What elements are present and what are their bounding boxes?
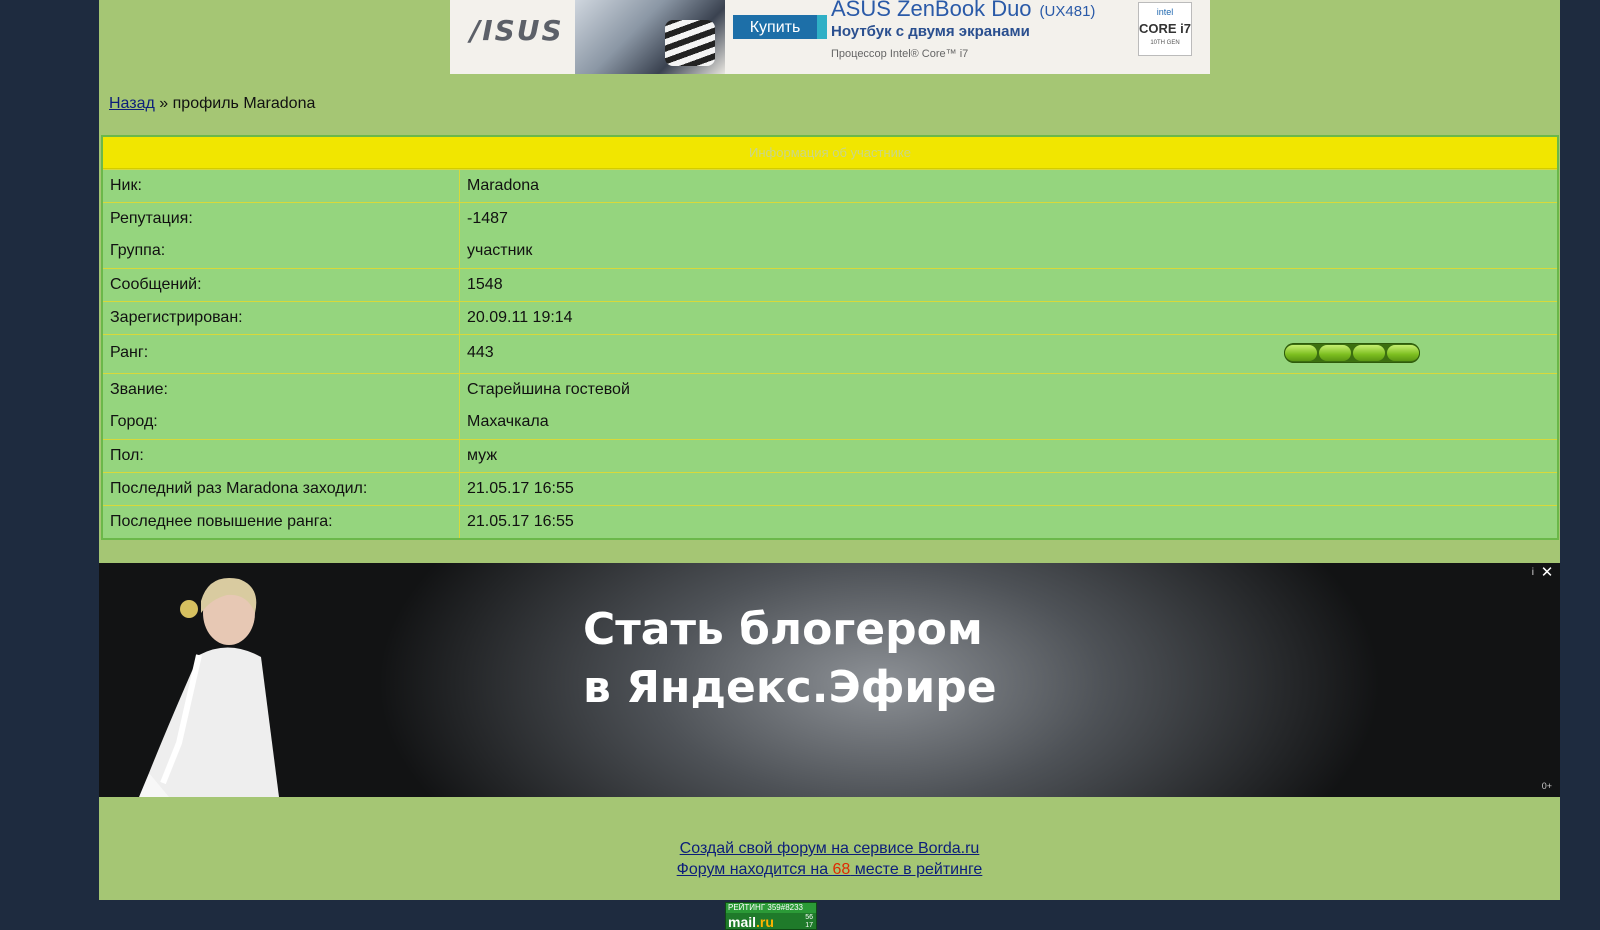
counter-num2: 17 bbox=[805, 922, 813, 929]
row-label: Ник: bbox=[103, 170, 460, 202]
rating-suffix: месте в рейтинге bbox=[850, 861, 983, 878]
row-label: Зарегистрирован: bbox=[103, 302, 460, 334]
row-label: Последнее повышение ранга: bbox=[103, 506, 460, 538]
row-value: Махачкала bbox=[467, 413, 549, 430]
profile-row-posts bbox=[103, 268, 1557, 301]
profile-row-title bbox=[103, 373, 1557, 406]
counter-numbers bbox=[805, 914, 813, 930]
back-link[interactable]: Назад bbox=[109, 95, 155, 112]
row-label: Сообщений: bbox=[103, 269, 460, 301]
profile-row-nick bbox=[103, 169, 1557, 202]
breadcrumb-current: профиль Maradona bbox=[172, 95, 316, 112]
row-value: Maradona bbox=[467, 177, 540, 194]
ad-headline-line2: в Яндекс.Эфире bbox=[583, 662, 997, 713]
row-label: Репутация: bbox=[103, 203, 460, 235]
footer bbox=[99, 838, 1560, 880]
yandex-efir-banner-ad[interactable] bbox=[99, 563, 1560, 797]
intel-badge-core: CORE i7 bbox=[1139, 21, 1192, 36]
create-forum-link[interactable]: Создай свой форум на сервисе Borda.ru bbox=[679, 840, 980, 857]
intel-badge-gen: 10TH GEN bbox=[1150, 40, 1180, 46]
page bbox=[99, 0, 1560, 900]
row-label: Ранг: bbox=[103, 335, 460, 373]
row-value: 21.05.17 16:55 bbox=[467, 480, 574, 497]
ad-model-title bbox=[831, 0, 1095, 22]
profile-table-header: Информация об участнике bbox=[103, 137, 1557, 169]
counter-title: РЕЙТИНГ 359#8233 bbox=[726, 903, 816, 913]
age-rating: 0+ bbox=[1541, 781, 1552, 791]
ad-headline bbox=[583, 601, 997, 717]
counter-num1: 56 bbox=[805, 914, 813, 921]
rank-bar-segment bbox=[1353, 345, 1385, 361]
rating-place: 68 bbox=[832, 861, 851, 878]
asus-logo: /ISUS bbox=[470, 14, 564, 47]
profile-row-reputation bbox=[103, 202, 1557, 235]
mailru-counter[interactable] bbox=[725, 902, 817, 930]
profile-row-rank bbox=[103, 334, 1557, 373]
rank-bar-segment bbox=[1319, 345, 1351, 361]
rank-bar-segment bbox=[1285, 345, 1317, 361]
ad-info-icon[interactable]: i bbox=[1531, 567, 1534, 578]
row-label: Звание: bbox=[103, 374, 460, 406]
logo-tld: .ru bbox=[756, 914, 774, 930]
ad-cpu-text: Процессор Intel® Core™ i7 bbox=[831, 48, 969, 60]
row-value: 21.05.17 16:55 bbox=[467, 513, 574, 530]
ad-model-code: (UX481) bbox=[1039, 3, 1096, 20]
laptop-image bbox=[575, 0, 725, 74]
rank-value: 443 bbox=[467, 344, 494, 361]
row-label: Город: bbox=[103, 406, 460, 439]
rank-bar bbox=[1284, 343, 1420, 363]
row-label: Пол: bbox=[103, 440, 460, 472]
row-label: Последний раз Maradona заходил: bbox=[103, 473, 460, 505]
close-icon[interactable]: ✕ bbox=[1538, 564, 1556, 582]
ad-person-image bbox=[139, 573, 309, 797]
row-value: муж bbox=[467, 447, 498, 464]
row-value: 20.09.11 19:14 bbox=[467, 309, 573, 326]
profile-row-group bbox=[103, 235, 1557, 268]
profile-table bbox=[101, 135, 1559, 540]
intel-core-badge bbox=[1138, 2, 1192, 56]
ad-headline-line1: Стать блогером bbox=[583, 604, 983, 655]
breadcrumb bbox=[109, 95, 315, 113]
row-value: -1487 bbox=[467, 210, 508, 227]
buy-button[interactable]: Купить bbox=[733, 15, 817, 39]
profile-row-last-rank-up bbox=[103, 505, 1557, 538]
ad-model-name: ASUS ZenBook Duo bbox=[831, 0, 1032, 21]
rank-bar-segment bbox=[1387, 345, 1419, 361]
forum-rating-link[interactable] bbox=[677, 861, 983, 878]
row-value bbox=[460, 335, 1557, 373]
rating-prefix: Форум находится на bbox=[676, 861, 833, 878]
profile-row-last-visit bbox=[103, 472, 1557, 505]
top-banner-ad[interactable] bbox=[450, 0, 1210, 74]
mailru-logo bbox=[728, 914, 774, 930]
row-value: участник bbox=[467, 242, 533, 259]
profile-row-registered bbox=[103, 301, 1557, 334]
row-value: 1548 bbox=[467, 276, 503, 293]
profile-row-gender bbox=[103, 439, 1557, 472]
row-value: Старейшина гостевой bbox=[467, 381, 630, 398]
row-label: Группа: bbox=[103, 235, 460, 268]
ad-tagline: Ноутбук с двумя экранами bbox=[831, 23, 1030, 40]
profile-row-city bbox=[103, 406, 1557, 439]
logo-main: mail bbox=[728, 914, 757, 930]
breadcrumb-separator: » bbox=[154, 95, 173, 112]
intel-badge-brand: intel bbox=[1156, 7, 1174, 17]
